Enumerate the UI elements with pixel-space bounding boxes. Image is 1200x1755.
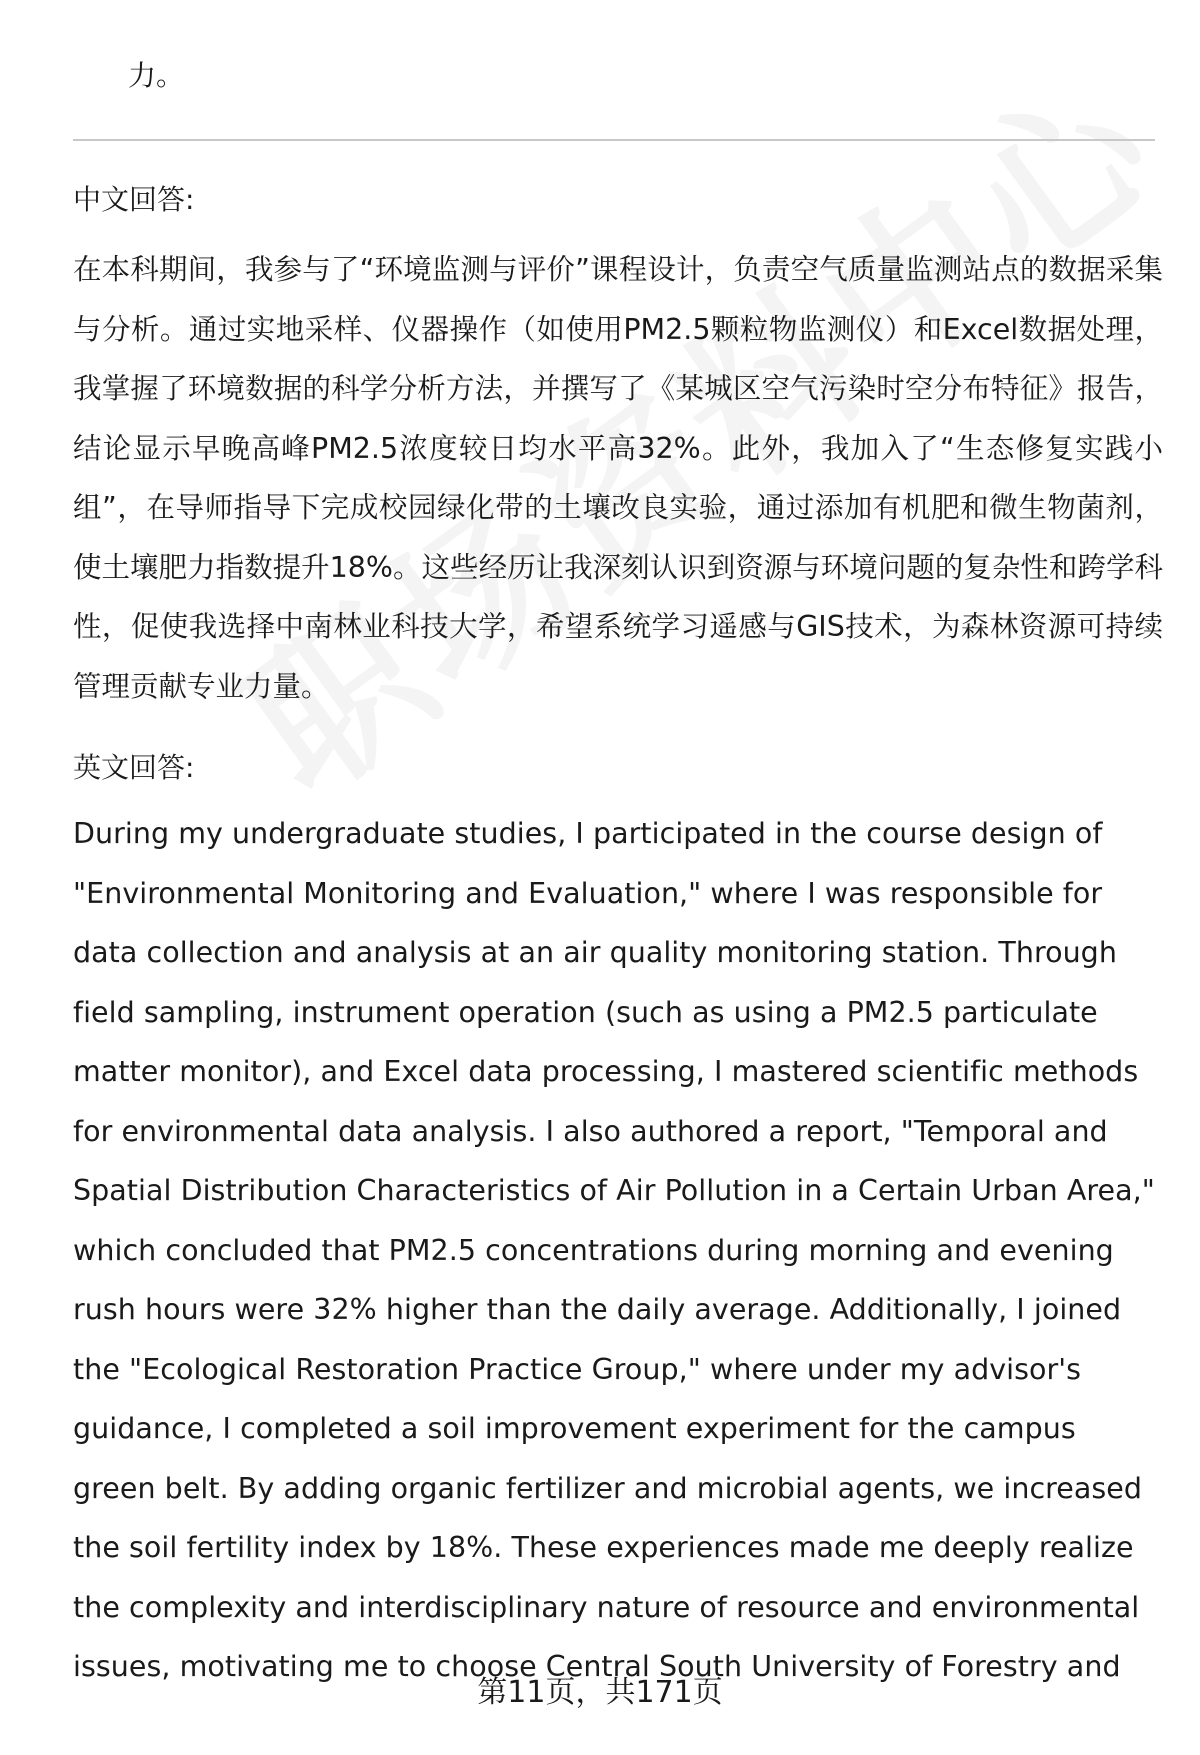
continuation-text: 力。 xyxy=(128,59,185,92)
chinese-answer-label: 中文回答: xyxy=(73,183,195,216)
page-number-footer: 第11页，共171页 xyxy=(477,1675,723,1710)
chinese-answer-section xyxy=(73,180,1163,716)
chinese-answer-body: 在本科期间，我参与了“环境监测与评价”课程设计，负责空气质量监测站点的数据采集与分析。通过实地采样、仪器操作（如使用PM2.5颗粒物监测仪）和Excel数据处理，我掌握了环境数据的科学分析方法，并撰写了《某城区空气污染时空分布特征》报告，结论显示早晚高峰PM2.5浓度较日均水平高32%。此外，我加入了“生态修复实践小组”，在导师指导下完成校园绿化带的土壤改良实验，通过添加有机肥和微生物菌剂，使土壤肥力指数提升18%。这些经历让我深刻认识到资源与环境问题的复杂性和跨学科性，促使我选择中南林业科技大学，希望系统学习遥感与GIS技术，为森林资源可持续管理贡献专业力量。 xyxy=(73,253,1163,703)
english-answer-label: 英文回答: xyxy=(73,751,195,784)
english-answer-body: During my undergraduate studies, I participated in the course design of "Environmental Monitoring and Evaluation," where I was responsible for data collection and analysis at an air quality monitoring station. Through field sampling, instrument operation (such as using a PM2.5 particulate matter monitor), and Excel data processing, I mastered scientific methods for environmental data analysis. I also authored a report, "Temporal and Spatial Distribution Characteristics of Air Pollution in a Certain Urban Area," which concluded that PM2.5 concentrations during morning and evening rush hours were 32% higher than the daily average. Additionally, I joined the "Ecological Restoration Practice Group," where under my advisor's guidance, I completed a soil improvement experiment for the campus green belt. By adding organic fertilizer and microbial agents, we increased the soil fertility index by 18%. These experiences made me deeply realize the complexity and interdisciplinary nature of resource and environmental issues, motivating me to choose Central South University of Forestry and xyxy=(73,817,1155,1683)
section-divider xyxy=(73,139,1155,141)
english-answer-section xyxy=(73,748,1163,1697)
